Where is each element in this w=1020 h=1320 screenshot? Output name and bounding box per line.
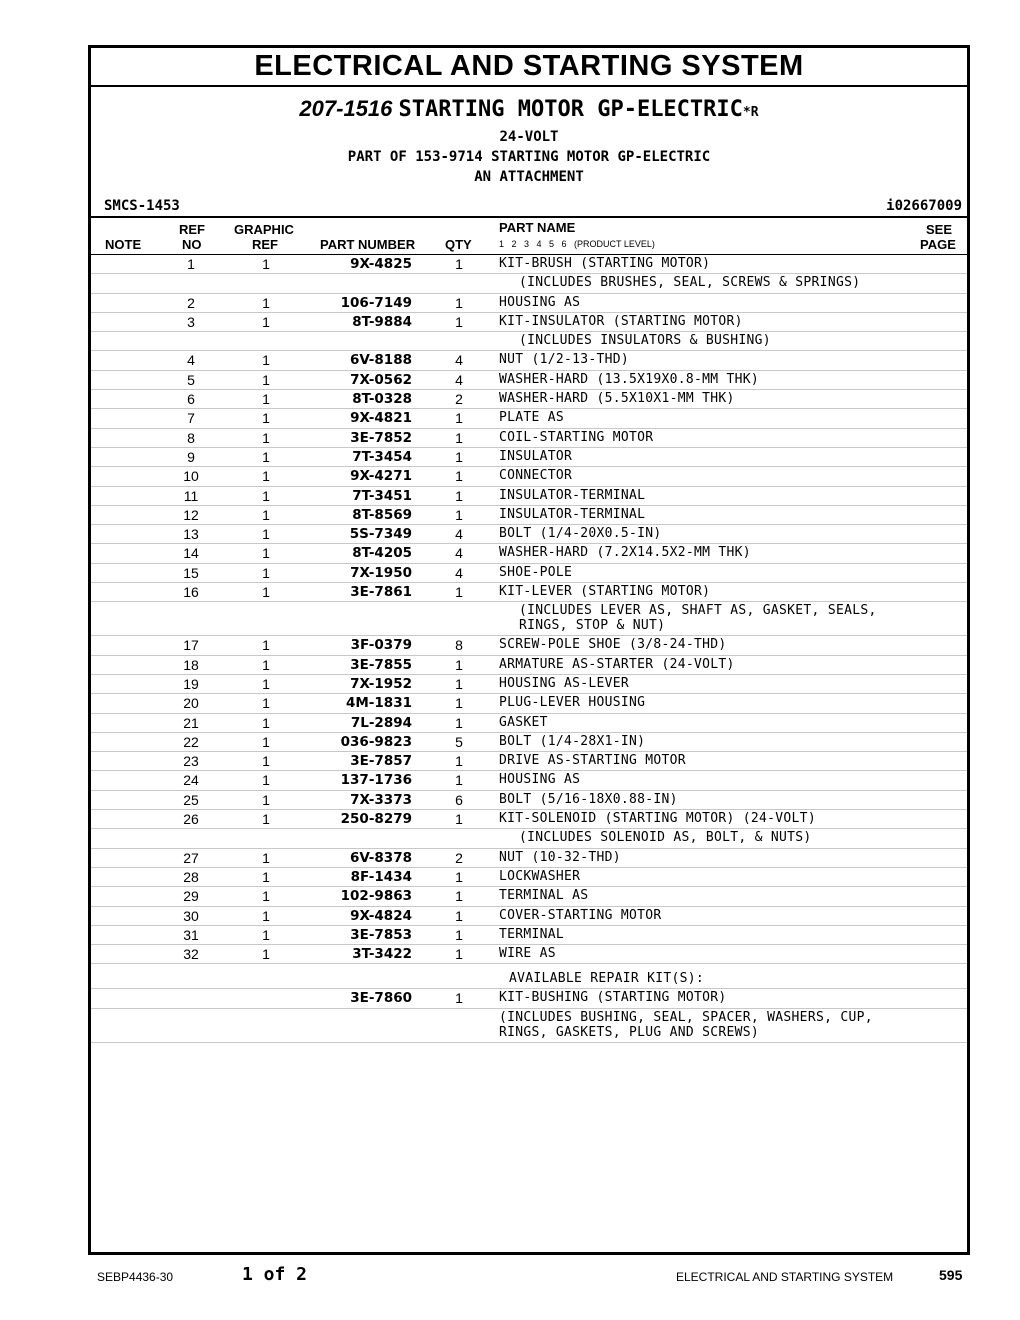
quantity: 4 — [455, 352, 463, 369]
ref-number: 28 — [183, 868, 199, 885]
graphic-ref: 1 — [262, 733, 270, 750]
table-row — [91, 487, 967, 506]
ref-number: 30 — [183, 907, 199, 924]
table-row — [91, 351, 967, 370]
part-name: NUT (10-32-THD) — [499, 849, 621, 865]
header-qty: QTY — [445, 237, 472, 252]
header-see-top: SEE — [926, 222, 953, 237]
parts-list — [91, 255, 967, 1043]
graphic-ref: 1 — [262, 468, 270, 485]
part-name: WIRE AS — [499, 946, 556, 962]
part-number: 3T-3422 — [352, 946, 412, 963]
subtitle-line: 24-VOLT — [499, 129, 559, 145]
quantity: 1 — [455, 907, 463, 924]
quantity: 1 — [455, 448, 463, 465]
quantity: 5 — [455, 733, 463, 750]
part-name: BOLT (5/16-18X0.88-IN) — [499, 791, 678, 807]
section-title: ELECTRICAL AND STARTING SYSTEM — [91, 48, 967, 87]
part-name: LOCKWASHER — [499, 868, 581, 884]
ref-number: 12 — [183, 506, 199, 523]
table-row — [91, 255, 967, 274]
ref-number: 32 — [183, 946, 199, 963]
graphic-ref: 1 — [262, 637, 270, 654]
ref-number: 23 — [183, 753, 199, 770]
ref-number: 11 — [183, 487, 199, 504]
part-number: 137-1736 — [340, 772, 412, 789]
ref-number: 13 — [183, 526, 199, 543]
part-number: 036-9823 — [340, 733, 412, 750]
part-number: 102-9863 — [340, 888, 412, 905]
table-row — [91, 810, 967, 829]
ref-number: 9 — [187, 448, 195, 465]
part-number: 7L-2894 — [350, 714, 412, 731]
table-row — [91, 467, 967, 486]
quantity: 1 — [455, 584, 463, 601]
graphic-ref: 1 — [262, 772, 270, 789]
quantity: 1 — [455, 410, 463, 427]
part-number: 8T-9884 — [352, 313, 412, 330]
part-number: 5S-7349 — [349, 526, 412, 543]
graphic-ref: 1 — [262, 506, 270, 523]
part-note: (INCLUDES BUSHING, SEAL, SPACER, WASHERS, CUP, RINGS, GASKETS, PLUG AND SCREWS) — [499, 1009, 873, 1040]
part-number: 106-7149 — [340, 294, 412, 311]
table-row — [91, 752, 967, 771]
quantity: 1 — [455, 656, 463, 673]
part-name: INSULATOR-TERMINAL — [499, 506, 646, 522]
graphic-ref: 1 — [262, 294, 270, 311]
part-number: 3E-7853 — [350, 926, 412, 943]
table-row — [91, 636, 967, 655]
part-name: ARMATURE AS-STARTER (24-VOLT) — [499, 656, 735, 672]
table-row — [91, 989, 967, 1008]
quantity: 1 — [455, 506, 463, 523]
part-name: INSULATOR — [499, 448, 573, 464]
table-row — [91, 313, 967, 332]
part-name: CONNECTOR — [499, 468, 573, 484]
graphic-ref: 1 — [262, 714, 270, 731]
ref-number: 8 — [187, 429, 195, 446]
part-number: 6V-8378 — [349, 849, 412, 866]
part-name: SCREW-POLE SHOE (3/8-24-THD) — [499, 637, 727, 653]
ref-number: 16 — [183, 584, 199, 601]
header-graphic-bottom: REF — [252, 237, 278, 252]
part-number: 3F-0379 — [350, 637, 412, 654]
note-row — [91, 829, 967, 848]
ref-number: 22 — [183, 733, 199, 750]
part-number: 3E-7857 — [350, 753, 412, 770]
graphic-ref: 1 — [262, 313, 270, 330]
part-number: 9X-4271 — [350, 468, 412, 485]
ref-number: 17 — [183, 637, 199, 654]
table-row — [91, 506, 967, 525]
header-product-levels: 1 2 3 4 5 6 (PRODUCT LEVEL) — [499, 239, 655, 249]
graphic-ref: 1 — [262, 371, 270, 388]
footer-page-number: 595 — [939, 1267, 963, 1283]
part-number: 7X-3373 — [350, 791, 412, 808]
part-number: 3E-7861 — [350, 584, 412, 601]
part-name: HOUSING AS-LEVER — [499, 675, 630, 691]
part-name: KIT-BUSHING (STARTING MOTOR) — [499, 990, 727, 1006]
graphic-ref: 1 — [262, 429, 270, 446]
table-row — [91, 525, 967, 544]
ref-number: 25 — [183, 791, 199, 808]
part-name: SHOE-POLE — [499, 564, 573, 580]
table-row — [91, 409, 967, 428]
ref-number: 7 — [187, 410, 195, 427]
part-number: 9X-4824 — [350, 907, 412, 924]
table-row — [91, 849, 967, 868]
note-row — [91, 274, 967, 293]
section-heading-row — [91, 964, 967, 989]
part-name: COIL-STARTING MOTOR — [499, 429, 654, 445]
table-row — [91, 733, 967, 752]
part-name: WASHER-HARD (13.5X19X0.8-MM THK) — [499, 371, 760, 387]
part-name: COVER-STARTING MOTOR — [499, 907, 662, 923]
note-row — [91, 1009, 967, 1043]
table-row — [91, 371, 967, 390]
part-note: (INCLUDES BRUSHES, SEAL, SCREWS & SPRINGS) — [519, 275, 861, 291]
part-number: 3E-7860 — [350, 990, 412, 1007]
part-number: 8T-0328 — [352, 391, 412, 408]
ref-number: 19 — [183, 675, 199, 692]
quantity: 4 — [455, 545, 463, 562]
quantity: 1 — [455, 990, 463, 1007]
part-name: TERMINAL AS — [499, 888, 589, 904]
doc-id: i02667009 — [886, 198, 962, 214]
graphic-ref: 1 — [262, 946, 270, 963]
column-headers — [91, 216, 967, 255]
graphic-ref: 1 — [262, 448, 270, 465]
header-part-number: PART NUMBER — [320, 237, 416, 252]
part-number: 250-8279 — [340, 811, 412, 828]
table-row — [91, 714, 967, 733]
table-row — [91, 694, 967, 713]
note-row — [91, 332, 967, 351]
graphic-ref: 1 — [262, 256, 270, 272]
ref-number: 5 — [187, 371, 195, 388]
smcs-row — [91, 192, 967, 216]
header-note: NOTE — [105, 237, 142, 252]
group-part-number: 207-1516 — [299, 96, 393, 121]
table-row — [91, 656, 967, 675]
main-title — [91, 95, 967, 127]
quantity: 1 — [455, 429, 463, 446]
graphic-ref: 1 — [262, 753, 270, 770]
quantity: 4 — [455, 371, 463, 388]
ref-number: 10 — [183, 468, 199, 485]
table-row — [91, 544, 967, 563]
quantity: 1 — [455, 772, 463, 789]
quantity: 1 — [455, 468, 463, 485]
part-number: 7X-1950 — [350, 564, 412, 581]
ref-number: 15 — [183, 564, 199, 581]
graphic-ref: 1 — [262, 868, 270, 885]
footer-doc: SEBP4436-30 — [97, 1270, 174, 1284]
smcs-code: SMCS-1453 — [104, 198, 180, 214]
page-footer — [0, 1262, 1020, 1292]
quantity: 1 — [455, 926, 463, 943]
table-row — [91, 294, 967, 313]
graphic-ref: 1 — [262, 545, 270, 562]
quantity: 4 — [455, 526, 463, 543]
part-name: GASKET — [499, 714, 548, 730]
table-row — [91, 564, 967, 583]
table-row — [91, 448, 967, 467]
ref-number: 14 — [183, 545, 199, 562]
quantity: 1 — [455, 294, 463, 311]
group-marks: *R — [742, 105, 759, 120]
table-row — [91, 429, 967, 448]
subtitle-line: PART OF 153-9714 STARTING MOTOR GP-ELECTRIC — [347, 149, 711, 165]
quantity: 6 — [455, 791, 463, 808]
part-name: TERMINAL — [499, 926, 565, 942]
table-row — [91, 390, 967, 409]
quantity: 1 — [455, 313, 463, 330]
part-name: KIT-INSULATOR (STARTING MOTOR) — [499, 313, 743, 329]
quantity: 1 — [455, 675, 463, 692]
ref-number: 6 — [187, 391, 195, 408]
quantity: 2 — [455, 391, 463, 408]
table-row — [91, 771, 967, 790]
part-name: INSULATOR-TERMINAL — [499, 487, 646, 503]
part-number: 7X-1952 — [350, 675, 412, 692]
graphic-ref: 1 — [262, 907, 270, 924]
part-note: (INCLUDES SOLENOID AS, BOLT, & NUTS) — [519, 830, 812, 846]
part-name: WASHER-HARD (7.2X14.5X2-MM THK) — [499, 545, 751, 561]
part-number: 8F-1434 — [350, 868, 412, 885]
ref-number: 27 — [183, 849, 199, 866]
quantity: 1 — [455, 487, 463, 504]
ref-number: 4 — [187, 352, 195, 369]
part-number: 9X-4821 — [350, 410, 412, 427]
ref-number: 21 — [183, 714, 199, 731]
graphic-ref: 1 — [262, 391, 270, 408]
table-row — [91, 675, 967, 694]
part-number: 7X-0562 — [350, 371, 412, 388]
part-number: 7T-3451 — [352, 487, 412, 504]
note-row — [91, 602, 967, 636]
part-name: HOUSING AS — [499, 294, 581, 310]
table-row — [91, 907, 967, 926]
part-name: WASHER-HARD (5.5X10X1-MM THK) — [499, 391, 735, 407]
part-number: 9X-4825 — [350, 256, 412, 272]
quantity: 1 — [455, 868, 463, 885]
part-name: DRIVE AS-STARTING MOTOR — [499, 753, 686, 769]
table-row — [91, 868, 967, 887]
part-note: (INCLUDES LEVER AS, SHAFT AS, GASKET, SEALS, RINGS, STOP & NUT) — [519, 603, 877, 634]
ref-number: 1 — [187, 256, 195, 272]
graphic-ref: 1 — [262, 564, 270, 581]
page-frame — [88, 45, 970, 1255]
ref-number: 29 — [183, 888, 199, 905]
graphic-ref: 1 — [262, 410, 270, 427]
table-row — [91, 791, 967, 810]
quantity: 1 — [455, 256, 463, 272]
part-note: (INCLUDES INSULATORS & BUSHING) — [519, 333, 771, 349]
graphic-ref: 1 — [262, 584, 270, 601]
part-number: 8T-4205 — [352, 545, 412, 562]
ref-number: 2 — [187, 294, 195, 311]
ref-number: 18 — [183, 656, 199, 673]
quantity: 8 — [455, 637, 463, 654]
ref-number: 20 — [183, 695, 199, 712]
graphic-ref: 1 — [262, 352, 270, 369]
part-number: 3E-7855 — [350, 656, 412, 673]
header-see-bottom: PAGE — [920, 237, 956, 252]
part-name: HOUSING AS — [499, 772, 581, 788]
graphic-ref: 1 — [262, 526, 270, 543]
part-name: KIT-SOLENOID (STARTING MOTOR) (24-VOLT) — [499, 811, 816, 827]
part-name: PLATE AS — [499, 410, 565, 426]
part-number: 7T-3454 — [352, 448, 412, 465]
part-number: 6V-8188 — [349, 352, 412, 369]
graphic-ref: 1 — [262, 675, 270, 692]
quantity: 1 — [455, 714, 463, 731]
ref-number: 31 — [183, 926, 199, 943]
table-row — [91, 926, 967, 945]
table-row — [91, 887, 967, 906]
ref-number: 24 — [183, 772, 199, 789]
header-ref-bottom: NO — [182, 237, 202, 252]
quantity: 4 — [455, 564, 463, 581]
part-name: BOLT (1/4-28X1-IN) — [499, 733, 646, 749]
quantity: 1 — [455, 753, 463, 770]
graphic-ref: 1 — [262, 656, 270, 673]
header-part-name: PART NAME — [499, 220, 576, 235]
graphic-ref: 1 — [262, 811, 270, 828]
title-block — [91, 87, 967, 187]
graphic-ref: 1 — [262, 695, 270, 712]
quantity: 1 — [455, 888, 463, 905]
graphic-ref: 1 — [262, 926, 270, 943]
table-row — [91, 583, 967, 602]
graphic-ref: 1 — [262, 888, 270, 905]
part-name: BOLT (1/4-20X0.5-IN) — [499, 526, 662, 542]
quantity: 1 — [455, 946, 463, 963]
subtitle-line: AN ATTACHMENT — [474, 169, 584, 185]
part-name: PLUG-LEVER HOUSING — [499, 695, 646, 711]
quantity: 2 — [455, 849, 463, 866]
quantity: 1 — [455, 695, 463, 712]
graphic-ref: 1 — [262, 791, 270, 808]
graphic-ref: 1 — [262, 849, 270, 866]
part-name: NUT (1/2-13-THD) — [499, 352, 630, 368]
part-number: 3E-7852 — [350, 429, 412, 446]
part-number: 8T-8569 — [352, 506, 412, 523]
group-name: STARTING MOTOR GP-ELECTRIC — [398, 97, 743, 122]
header-ref-top: REF — [179, 222, 205, 237]
table-row — [91, 945, 967, 964]
footer-section: ELECTRICAL AND STARTING SYSTEM — [676, 1270, 894, 1284]
part-number: 4M-1831 — [345, 695, 412, 712]
repair-kit-heading: AVAILABLE REPAIR KIT(S): — [509, 971, 705, 987]
footer-page-of: 1 of 2 — [242, 1264, 308, 1285]
part-name: KIT-LEVER (STARTING MOTOR) — [499, 584, 711, 600]
ref-number: 26 — [183, 811, 199, 828]
part-name: KIT-BRUSH (STARTING MOTOR) — [499, 256, 711, 271]
header-graphic-top: GRAPHIC — [234, 222, 294, 237]
quantity: 1 — [455, 811, 463, 828]
ref-number: 3 — [187, 313, 195, 330]
graphic-ref: 1 — [262, 487, 270, 504]
